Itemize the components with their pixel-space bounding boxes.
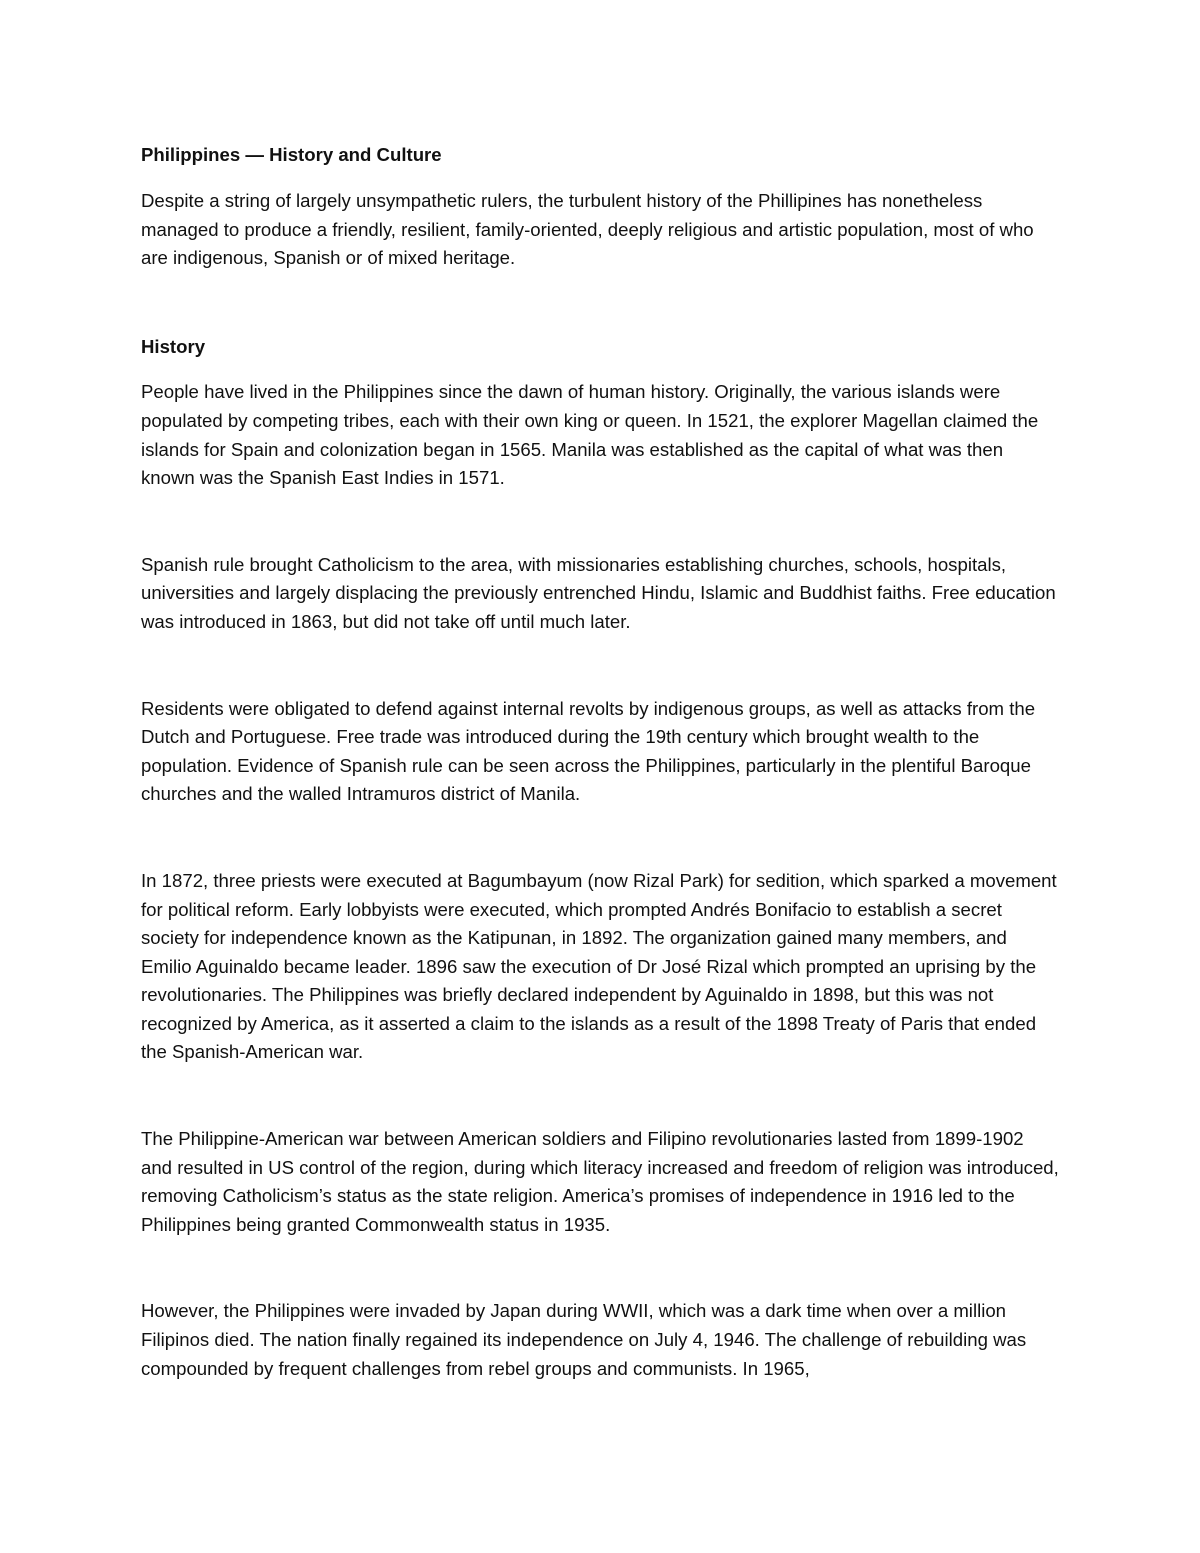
history-paragraph-4: In 1872, three priests were executed at Bagumbayum (now Rizal Park) for sedition, which sparked a movement for political reform. Early lobbyists were executed, which prompted Andrés Bonifacio to establish a secret society for independence known as the Katipunan, in 1892. The organization gained many members, and Emilio Aguinaldo became leader. 1896 saw the execution of Dr José Rizal which prompted an uprising by the revolutionaries. The Philippines was briefly declared independent by Aguinaldo in 1898, but this was not recognized by America, as it asserted a claim to the islands as a result of the 1898 Treaty of Paris that ended the Spanish-American war. [141, 869, 1057, 1063]
history-paragraph-1: People have lived in the Philippines since the dawn of human history. Originally, the various islands were populated by competing tribes, each with their own king or queen. In 1521, the explorer Magellan claimed the islands for Spain and colonization began in 1565. Manila was established as the capital of what was then known was the Spanish East Indies in 1571. [141, 381, 1039, 489]
section-heading-history: History [141, 335, 206, 357]
document-title: Philippines — History and Culture [141, 144, 442, 165]
history-paragraph-2: Spanish rule brought Catholicism to the area, with missionaries establishing churches, schools, hospitals, universities and largely displacing the previously entrenched Hindu, Islamic and Buddhist faiths. Free education was introduced in 1863, but did not take off until much later. [141, 553, 1056, 632]
history-paragraph-6: However, the Philippines were invaded by Japan during WWII, which was a dark time when over a million Filipinos died. The nation finally regained its independence on July 4, 1946. The challenge of rebuilding was compounded by frequent challenges from rebel groups and communists. In 1965, [141, 1300, 1027, 1379]
intro-paragraph: Despite a string of largely unsympathetic rulers, the turbulent history of the Phillipines has nonetheless managed to produce a friendly, resilient, family-oriented, deeply religious and artistic population, most of who are indigenous, Spanish or of mixed heritage. [141, 190, 1034, 269]
history-paragraph-5: The Philippine-American war between American soldiers and Filipino revolutionaries lasted from 1899-1902 and resulted in US control of the region, during which literacy increased and freedom of religion was introduced, removing Catholicism’s status as the state religion. America’s promises of independence in 1916 led to the Philippines being granted Commonwealth status in 1935. [141, 1128, 1059, 1235]
history-paragraph-3: Residents were obligated to defend against internal revolts by indigenous groups, as well as attacks from the Dutch and Portuguese. Free trade was introduced during the 19th century which brought wealth to the population. Evidence of Spanish rule can be seen across the Philippines, particularly in the plentiful Baroque churches and the walled Intramuros district of Manila. [141, 697, 1036, 805]
document-body [141, 141, 1059, 1383]
